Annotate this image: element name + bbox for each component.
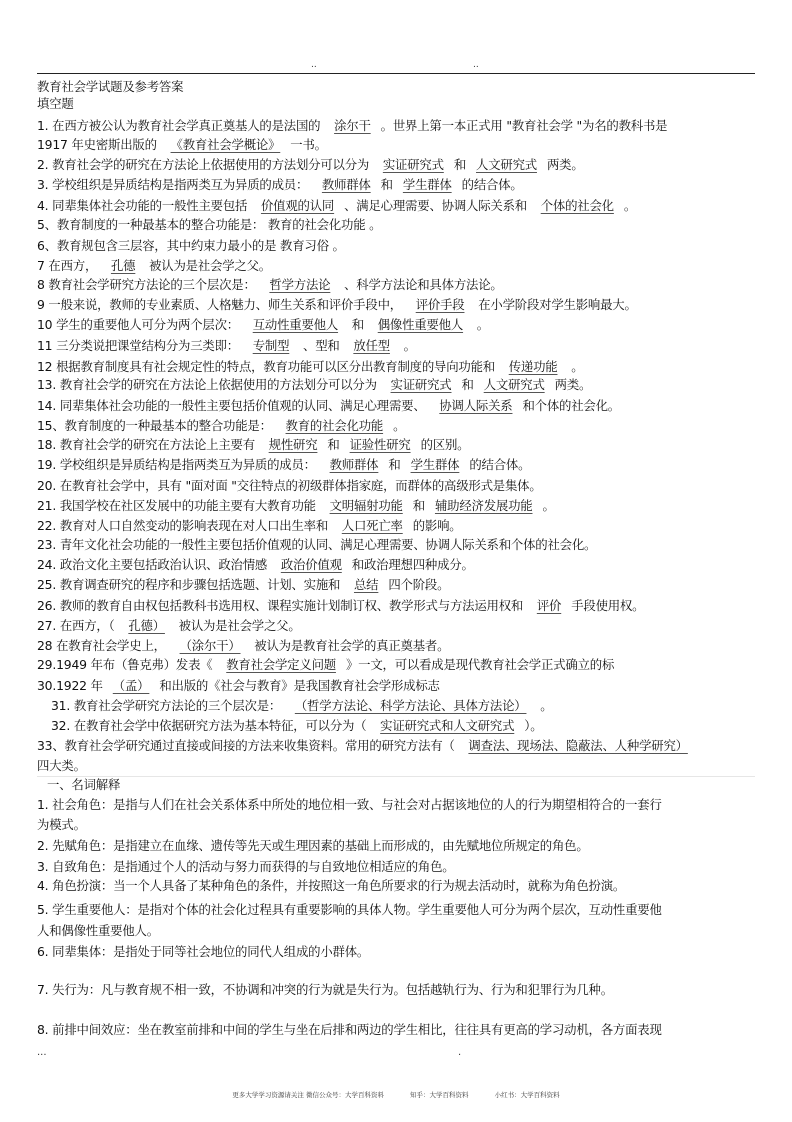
text-segment: 5. 学生重要他人：是指对个体的社会化过程具有重要影响的具体人物。学生重要他人可分为两个层次，互动性重要他	[37, 902, 662, 917]
answer-blank: 哲学方法论	[269, 277, 331, 292]
text-segment: 。	[393, 418, 406, 433]
text-segment: 3. 自致角色：是指通过个人的活动与努力而获得的与自致地位相适应的角色。	[37, 859, 455, 874]
text-line	[37, 758, 86, 774]
text-segment: 7. 失行为：凡与教育规不相一致，不协调和冲突的行为就是失行为。包括越轨行为、行为和犯罪行为几种。	[37, 982, 613, 997]
answer-blank: 文明辐射功能	[329, 498, 403, 513]
text-line	[37, 518, 462, 534]
text-segment: 的区别。	[420, 437, 470, 452]
answer-blank: 个体的社会化	[540, 198, 614, 213]
answer-blank: 协调人际关系	[439, 398, 513, 413]
text-line	[37, 359, 583, 375]
text-segment: 1917 年史密斯出版的	[37, 137, 161, 152]
text-segment: 26. 教师的教育自由权包括教科书选用权、课程实施计划制订权、教学形式与方法运用权和	[37, 598, 527, 613]
text-segment: 13. 教育社会学的研究在方法论上依据使用的方法划分可以分为	[37, 377, 381, 392]
text-segment: 27. 在西方，（	[37, 618, 119, 633]
text-line	[37, 838, 589, 854]
text-segment: 人和偶像性重要他人。	[37, 923, 159, 938]
answer-blank: 传递功能	[508, 359, 558, 374]
answer-blank: （哲学方法论、科学方法论、具体方法论）	[294, 698, 527, 713]
text-line	[37, 902, 662, 918]
text-segment: 1. 在西方被公认为教育社会学真正奠基人的是法国的	[37, 118, 325, 133]
text-line	[37, 177, 523, 193]
text-line	[37, 817, 86, 833]
answer-blank: 偶像性重要他人	[377, 317, 464, 332]
answer-blank: 教育的社会化功能	[285, 418, 384, 433]
text-segment: 31. 教育社会学研究方法论的三个层次是：	[51, 698, 285, 713]
text-segment: 33、教育社会学研究通过直接或间接的方法来收集资料。常用的研究方法有（	[37, 738, 459, 753]
document-title	[37, 79, 183, 95]
text-line	[37, 437, 469, 453]
text-segment: 。	[536, 698, 553, 713]
text-segment: 6、教育规包含三层容，其中约束力最小的是	[37, 238, 281, 253]
text-line	[37, 137, 327, 153]
text-line	[37, 418, 405, 434]
text-segment: 四个阶段。	[388, 577, 450, 592]
text-segment: 8. 前排中间效应：坐在教室前排和中间的学生与坐在后排和两边的学生相比，往往具有更高的学习动机，各方面表现	[37, 1022, 662, 1037]
text-segment: 24. 政治文化主要包括政治认识、政治情感	[37, 557, 271, 572]
text-segment: 教育社会学试题及参考答案	[37, 79, 184, 94]
text-segment: 2. 先赋角色：是指建立在血缘、遗传等先天或生理因素的基础上而形成的，由先赋地位所规定的角色。	[37, 838, 589, 853]
text-segment: 。世界上第一本正式用 "教育社会学 "为名的教科书是	[380, 118, 668, 133]
text-segment: 被认为是社会学之父。	[145, 258, 271, 273]
answer-blank: 人文研究式	[483, 377, 545, 392]
page-ellipsis-left: ...	[37, 1047, 47, 1058]
page-ellipsis-right: .	[458, 1047, 462, 1058]
answer-blank: （孟）	[112, 678, 150, 693]
text-line	[37, 944, 369, 960]
footer-zhihu: 知乎：大学百科资料	[410, 1091, 469, 1099]
text-segment: 12 根据教育制度具有社会规定性的特点，教育功能可以区分出教育制度的导向功能和	[37, 359, 499, 374]
text-line	[37, 557, 474, 573]
answer-blank: 总结	[353, 577, 379, 592]
text-segment: 教育习俗	[280, 238, 329, 253]
answer-blank: 调查法、现场法、隐蔽法、人种学研究）	[468, 738, 688, 753]
text-segment: 和	[461, 377, 474, 392]
text-segment: 8 教育社会学研究方法论的三个层次是：	[37, 277, 260, 292]
text-segment: 。	[473, 317, 489, 332]
text-segment: 21. 我国学校在社区发展中的功能主要有大教育功能	[37, 498, 320, 513]
answer-blank: 实证研究式和人文研究式	[380, 718, 515, 733]
text-line	[37, 537, 596, 553]
text-line	[37, 859, 454, 875]
text-segment: 和出版的《社会与教育》是我国教育社会学形成标志	[159, 678, 440, 693]
footer-xiaohongshu: 小红书：大学百科资料	[494, 1091, 560, 1099]
page-footer	[0, 1090, 792, 1099]
text-segment: 30.1922 年	[37, 678, 103, 693]
text-line	[37, 1022, 662, 1038]
text-line	[37, 982, 613, 998]
text-line	[37, 377, 591, 393]
answer-blank: 规性研究	[268, 437, 318, 452]
text-line	[37, 277, 503, 293]
text-segment: 。	[623, 198, 637, 213]
text-segment: 32. 在教育社会学中依据研究方法为基本特征，可以分为（	[51, 718, 371, 733]
text-segment: 的结合体。	[469, 457, 531, 472]
text-segment: 5、教育制度的一种最基本的整合功能是：	[37, 217, 268, 232]
text-segment: 和	[327, 437, 340, 452]
text-line	[37, 317, 489, 333]
text-segment: 在小学阶段对学生影响最大。	[474, 297, 637, 312]
text-line	[37, 157, 584, 173]
answer-blank: 教师群体	[329, 457, 379, 472]
text-segment: 一、名词解释	[47, 777, 121, 792]
answer-blank: 学生群体	[410, 457, 460, 472]
text-segment: 。	[567, 359, 584, 374]
answer-blank: 政治价值观	[280, 557, 342, 572]
text-segment: 和政治理想四种成分。	[351, 557, 474, 572]
text-segment: 、型和	[299, 338, 344, 353]
answer-blank: 涂尔干	[334, 118, 371, 133]
answer-blank: 人文研究式	[476, 157, 537, 172]
text-line	[37, 498, 555, 514]
text-segment: 和	[348, 317, 368, 332]
text-segment: 18. 教育社会学的研究在方法论上主要有	[37, 437, 259, 452]
answer-blank: 专制型	[252, 338, 290, 353]
text-segment: 23. 青年文化社会功能的一般性主要包括价值观的认同、满足心理需要、协调人际关系和个体的社会化。	[37, 537, 597, 552]
text-segment: 11 三分类说把课堂结构分为三类即：	[37, 338, 243, 353]
answer-blank: 《教育社会学概论》	[170, 137, 281, 152]
text-segment: 》一文，可以看成是现代教育社会学正式确立的标	[345, 657, 615, 672]
answer-blank: 互动性重要他人	[252, 317, 339, 332]
text-line	[37, 217, 381, 233]
text-segment: 22. 教育对人口自然变动的影响表现在对人口出生率和	[37, 518, 332, 533]
section-heading	[47, 777, 120, 793]
text-segment: 一书。	[290, 137, 327, 152]
text-segment: 、满足心理需要、协调人际关系和	[344, 198, 531, 213]
section-heading	[37, 96, 74, 112]
answer-blank: 实证研究式	[390, 377, 452, 392]
text-line	[37, 923, 159, 939]
text-segment: 7 在西方，	[37, 258, 101, 273]
section-divider	[37, 776, 755, 777]
text-segment: 15、教育制度的一种最基本的整合功能是：	[37, 418, 276, 433]
text-line	[37, 238, 345, 254]
text-segment: 和	[412, 498, 425, 513]
text-line	[37, 577, 449, 593]
text-segment: 和	[380, 177, 393, 192]
answer-blank: 孔德）	[128, 618, 165, 633]
text-segment: ）。	[524, 718, 543, 733]
text-segment: 9 一般来说，教师的专业素质、人格魅力、师生关系和评价手段中，	[37, 297, 406, 312]
text-line	[37, 338, 416, 354]
text-segment: 25. 教育调查研究的程序和步骤包括选题、计划、实施和	[37, 577, 344, 592]
footer-wechat: 更多大学学习资源请关注 微信公众号：大学百科资料	[232, 1091, 384, 1099]
text-segment: 4. 角色扮演：当一个人具备了某种角色的条件，并按照这一角色所要求的行为规去活动时，就称为角色扮演。	[37, 878, 626, 893]
text-line	[51, 718, 542, 734]
text-line	[37, 738, 698, 754]
text-line	[37, 878, 625, 894]
text-segment: 3. 学校组织是异质结构是指两类互为异质的成员：	[37, 177, 312, 192]
text-line	[37, 198, 636, 214]
answer-blank: 实证研究式	[382, 157, 444, 172]
text-segment: 两类。	[546, 157, 584, 172]
answer-blank: 辅助经济发展功能	[434, 498, 533, 513]
text-segment: 填空题	[37, 96, 74, 111]
header-rule	[37, 73, 755, 74]
text-line	[37, 297, 637, 313]
text-line	[37, 457, 530, 473]
text-segment: 1. 社会角色：是指与人们在社会关系体系中所处的地位相一致、与社会对占据该地位的人的行为期望相符合的一套行	[37, 797, 662, 812]
text-line	[37, 657, 614, 673]
text-segment: 被认为是社会学之父。	[174, 618, 301, 633]
text-segment: 10 学生的重要他人可分为两个层次：	[37, 317, 243, 332]
text-line	[51, 698, 552, 714]
text-line	[37, 118, 667, 134]
text-segment: 。	[365, 217, 382, 232]
text-segment: 。	[399, 338, 416, 353]
answer-blank: 证验性研究	[349, 437, 411, 452]
answer-blank: 学生群体	[402, 177, 452, 192]
answer-blank: 人口死亡率	[341, 518, 403, 533]
text-segment: 和	[453, 157, 467, 172]
text-line	[37, 797, 662, 813]
text-segment: 20. 在教育社会学中，具有 "面对面 "交往特点的初级群体指家庭，而群体的高级形式是集体。	[37, 478, 542, 493]
answer-blank: 教师群体	[321, 177, 371, 192]
answer-blank: 教育社会学定义问题	[226, 657, 336, 672]
text-line	[37, 478, 542, 494]
text-segment: 被认为是教育社会学的真正奠基者。	[250, 638, 450, 653]
text-segment: 和	[388, 457, 401, 472]
text-line	[37, 258, 271, 274]
text-segment: 的结合体。	[461, 177, 523, 192]
text-line	[37, 598, 644, 614]
text-segment: 为模式。	[37, 817, 86, 832]
text-segment: 和个体的社会化。	[522, 398, 620, 413]
text-segment: 四大类。	[37, 758, 86, 773]
text-segment: 6. 同辈集体：是指处于同等社会地位的同代人组成的小群体。	[37, 944, 370, 959]
text-line	[37, 618, 301, 634]
text-segment: 。	[542, 498, 555, 513]
text-line	[37, 678, 440, 694]
header-dots-right: ..	[473, 60, 479, 70]
answer-blank: 放任型	[353, 338, 390, 353]
text-line	[37, 638, 449, 654]
answer-blank: 价值观的认同	[260, 198, 335, 213]
text-segment: 两类。	[554, 377, 592, 392]
answer-blank: 孔德	[110, 258, 136, 273]
answer-blank: 评价手段	[415, 297, 465, 312]
text-segment: 教育的社会化功能	[267, 217, 366, 232]
text-segment: 2. 教育社会学的研究在方法论上依据使用的方法划分可以分为	[37, 157, 373, 172]
text-segment: 4. 同辈集体社会功能的一般性主要包括	[37, 198, 251, 213]
answer-blank: （涂尔干）	[179, 638, 241, 653]
text-segment: 14. 同辈集体社会功能的一般性主要包括价值观的认同、满足心理需要、	[37, 398, 430, 413]
text-segment: 29.1949 年布（鲁克弗）发表《	[37, 657, 217, 672]
header-dots-left: ..	[311, 60, 317, 70]
text-segment: 、科学方法论和具体方法论。	[340, 277, 503, 292]
answer-blank: 评价	[536, 598, 562, 613]
text-segment: 手段使用权。	[571, 598, 645, 613]
text-segment: 19. 学校组织是异质结构是指两类互为异质的成员：	[37, 457, 320, 472]
text-segment: 。	[328, 238, 345, 253]
text-line	[37, 398, 620, 414]
text-segment: 28 在教育社会学史上，	[37, 638, 170, 653]
text-segment: 的影响。	[412, 518, 462, 533]
